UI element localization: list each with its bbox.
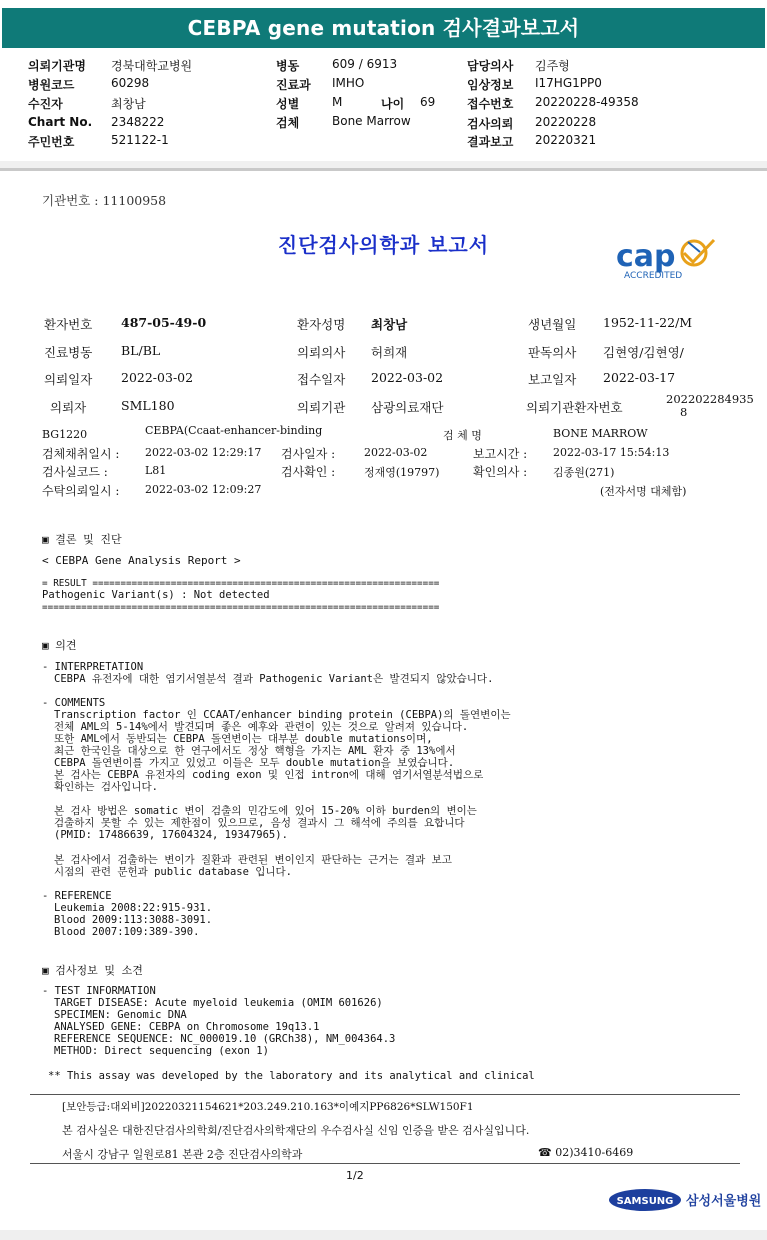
section-bullet-icon: ▣	[42, 964, 49, 977]
header-label: 담당의사	[467, 59, 514, 73]
comment-line: CEBPA 돌연변이를 가지고 있었고 이들은 모두 double mutation을 보였습니다.	[54, 757, 455, 769]
comment-line: 본 검사 방법은 somatic 변이 검출의 민감도에 있어 15-20% 이하 burden의 변이는	[54, 805, 477, 817]
test-info-heading: - TEST INFORMATION	[42, 985, 156, 997]
request-label: 수탁의뢰일시 :	[42, 484, 120, 498]
comment-line: Transcription factor 인 CCAAT/enhancer binding protein (CEBPA)의 돌연변이는	[54, 709, 511, 721]
institution-number: 기관번호 : 11100958	[42, 193, 167, 208]
test-code: BG1220	[42, 428, 88, 441]
interpretation-heading: - INTERPRETATION	[42, 661, 144, 673]
grid-label: 환자번호	[44, 317, 93, 332]
age-value: 69	[420, 95, 436, 109]
certification-text: 본 검사실은 대한진단검사의학회/진단검사의학재단의 우수검사실 신임 인증을 받은 검사실입니다.	[62, 1124, 530, 1137]
assay-note: ** This assay was developed by the laboratory and its analytical and clinical	[48, 1070, 535, 1082]
analysis-report-title: < CEBPA Gene Analysis Report >	[42, 554, 241, 567]
header-value: 20220321	[535, 133, 597, 147]
birth-date: 1952-11-22/M	[603, 315, 693, 330]
doctor-confirm-value: 김종원(271)	[553, 466, 615, 479]
age-label: 나이	[381, 97, 405, 111]
test-info-line: SPECIMEN: Genomic DNA	[54, 1009, 187, 1021]
reference-item: Blood 2009:113:3088-3091.	[54, 914, 213, 926]
grid-value: 2022-03-17	[603, 370, 676, 385]
lab-code-label: 검사실코드 :	[42, 465, 108, 479]
header-label: 수진자	[28, 97, 63, 111]
header-label: 의뢰기관명	[28, 59, 86, 73]
section-opinion	[42, 637, 77, 653]
comment-line: 본 검사는 CEBPA 유전자의 coding exon 및 인접 intron에 대해 염기서열분석법으로	[54, 769, 484, 781]
result-footer: =======================================================================	[42, 602, 440, 613]
grid-value: 허희재	[371, 345, 408, 360]
grid-label: 의뢰자	[50, 400, 87, 415]
grid-value: BL/BL	[121, 343, 161, 358]
header-value: 2348222	[111, 115, 165, 129]
comments-heading: - COMMENTS	[42, 697, 106, 709]
report-time-label: 보고시간 :	[473, 447, 528, 461]
request-value: 2022-03-02 12:09:27	[145, 483, 262, 496]
window-title: CEBPA gene mutation 검사결과보고서	[187, 16, 580, 40]
header-value: 20220228	[535, 115, 597, 129]
hospital-name: 삼성서울병원	[686, 1194, 762, 1209]
comment-line: 시점의 관련 문헌과 public database 입니다.	[54, 866, 293, 878]
header-value: 경북대학교병원	[111, 59, 193, 73]
grid-value: 김현영/김현영/	[603, 345, 684, 360]
reference-heading: - REFERENCE	[42, 890, 112, 902]
security-line: [보안등급:대외비]20220321154621*203.249.210.163*이예지PP6826*SLW150F1	[62, 1101, 474, 1113]
header-label: 병동	[276, 59, 300, 73]
test-info-line: METHOD: Direct sequencing (exon 1)	[54, 1045, 269, 1057]
report-time-value: 2022-03-17 15:54:13	[553, 446, 670, 459]
section-title: 의견	[55, 639, 77, 652]
section-test-info	[42, 962, 143, 978]
header-value: M	[332, 95, 343, 109]
grid-label: 의뢰일자	[44, 372, 93, 387]
exam-date-value: 2022-03-02	[364, 446, 428, 459]
reference-item: Leukemia 2008:22:915-931.	[54, 902, 213, 914]
header-value: I17HG1PP0	[535, 76, 602, 90]
grid-value: SML180	[121, 398, 175, 413]
grid-value: 2022-03-02	[371, 370, 444, 385]
specimen-value: BONE MARROW	[553, 427, 648, 440]
page-number: 1/2	[346, 1169, 364, 1182]
grid-label: 의뢰기관	[297, 400, 346, 415]
header-label: 진료과	[276, 78, 311, 92]
header-label: 성별	[276, 97, 300, 111]
test-info-line: ANALYSED GENE: CEBPA on Chromosome 19q13.1	[54, 1021, 320, 1033]
section-title: 결론 및 진단	[55, 533, 122, 546]
footer-divider-bottom	[30, 1163, 740, 1164]
header-label: 주민번호	[28, 135, 75, 149]
e-signature-note: (전자서명 대체함)	[600, 485, 687, 498]
grid-label: 의뢰기관환자번호	[526, 400, 623, 415]
section-title: 검사정보 및 소견	[55, 964, 143, 977]
test-info-line: TARGET DISEASE: Acute myeloid leukemia (OMIM 601626)	[54, 997, 383, 1009]
grid-label: 생년월일	[528, 317, 577, 332]
collect-value: 2022-03-02 12:29:17	[145, 446, 262, 459]
comment-line: 최근 한국인을 대상으로 한 연구에서도 정상 핵형을 가지는 AML 환자 중 13%에서	[54, 745, 456, 757]
result-header: = RESULT ==============================================================	[42, 578, 440, 589]
specimen-label: 검 체 명	[443, 429, 482, 442]
comment-line: 확인하는 검사입니다.	[54, 781, 158, 793]
header-value: IMHO	[332, 76, 365, 90]
comment-line: 본 검사에서 검출하는 변이가 질환과 관련된 변이인지 판단하는 근거는 결과 보고	[54, 854, 452, 866]
grid-label: 보고일자	[528, 372, 577, 387]
header-label: 임상정보	[467, 78, 514, 92]
interpretation-text: CEBPA 유전자에 대한 염기서열분석 결과 Pathogenic Variant은 발견되지 않았습니다.	[54, 673, 494, 685]
test-info-line: REFERENCE SEQUENCE: NC_000019.10 (GRCh38), NM_004364.3	[54, 1033, 396, 1045]
header-value: 521122-1	[111, 133, 169, 147]
samsung-text: SAMSUNG	[616, 1196, 674, 1207]
comment-line: (PMID: 17486639, 17604324, 19347965).	[54, 829, 288, 841]
header-label: 결과보고	[467, 135, 514, 149]
grid-value-tail: 8	[680, 405, 688, 419]
exam-confirm-value: 정재영(19797)	[364, 466, 440, 479]
header-value: 609 / 6913	[332, 57, 398, 71]
section-bullet-icon: ▣	[42, 533, 49, 546]
section-conclusion	[42, 531, 122, 547]
header-label: 병원코드	[28, 78, 75, 92]
cap-accredited-logo	[614, 236, 724, 282]
collect-label: 검체채취일시 :	[42, 447, 120, 461]
grid-value: 2022-03-02	[121, 370, 194, 385]
lab-code-value: L81	[145, 464, 167, 477]
phone-number: ☎ 02)3410-6469	[538, 1146, 634, 1159]
footer-divider	[30, 1094, 740, 1095]
grid-value: 삼광의료재단	[371, 400, 444, 415]
grid-label: 의뢰의사	[297, 345, 346, 360]
patient-number: 487-05-49-0	[121, 315, 207, 330]
header-value: 20220228-49358	[535, 95, 639, 109]
comment-line: 또한 AML에서 동반되는 CEBPA 돌연변이는 대부분 double mutations이며,	[54, 733, 433, 745]
cap-accredited-text: ACCREDITED	[624, 271, 683, 281]
title-bar	[0, 0, 767, 48]
section-bullet-icon: ▣	[42, 639, 49, 652]
test-name: CEBPA(Ccaat-enhancer-binding	[145, 424, 323, 437]
header-value: 김주형	[535, 59, 570, 73]
doctor-confirm-label: 확인의사 :	[473, 465, 528, 479]
grid-label: 접수일자	[297, 372, 346, 387]
grid-value: 202202284935	[666, 392, 754, 406]
header-value: Bone Marrow	[332, 114, 411, 128]
header-label: 검사의뢰	[467, 117, 514, 131]
comment-line: 검출하지 못할 수 있는 제한점이 있으므로, 음성 결과시 그 해석에 주의를 요합니다	[54, 817, 465, 829]
result-value: Pathogenic Variant(s) : Not detected	[42, 589, 270, 601]
header-label: Chart No.	[28, 115, 93, 129]
bottom-strip	[0, 1230, 767, 1240]
header-value: 최창남	[111, 97, 146, 111]
reference-item: Blood 2007:109:389-390.	[54, 926, 200, 938]
grid-label: 진료병동	[44, 345, 93, 360]
report-title: 진단검사의학과 보고서	[277, 233, 490, 257]
cap-logo-text: cap	[616, 239, 676, 274]
header-label: 검체	[276, 116, 300, 130]
exam-date-label: 검사일자 :	[281, 447, 336, 461]
address: 서울시 강남구 일원로81 본관 2층 진단검사의학과	[62, 1148, 303, 1161]
patient-name: 최창남	[371, 317, 408, 332]
grid-label: 판독의사	[528, 345, 577, 360]
samsung-hospital-logo	[608, 1185, 762, 1219]
exam-confirm-label: 검사확인 :	[281, 465, 336, 479]
header-value: 60298	[111, 76, 150, 90]
header-label: 접수번호	[467, 97, 514, 111]
comment-line: 전체 AML의 5-14%에서 발견되며 좋은 예후와 관련이 있는 것으로 알려져 있습니다.	[54, 721, 469, 733]
grid-label: 환자성명	[297, 317, 346, 332]
